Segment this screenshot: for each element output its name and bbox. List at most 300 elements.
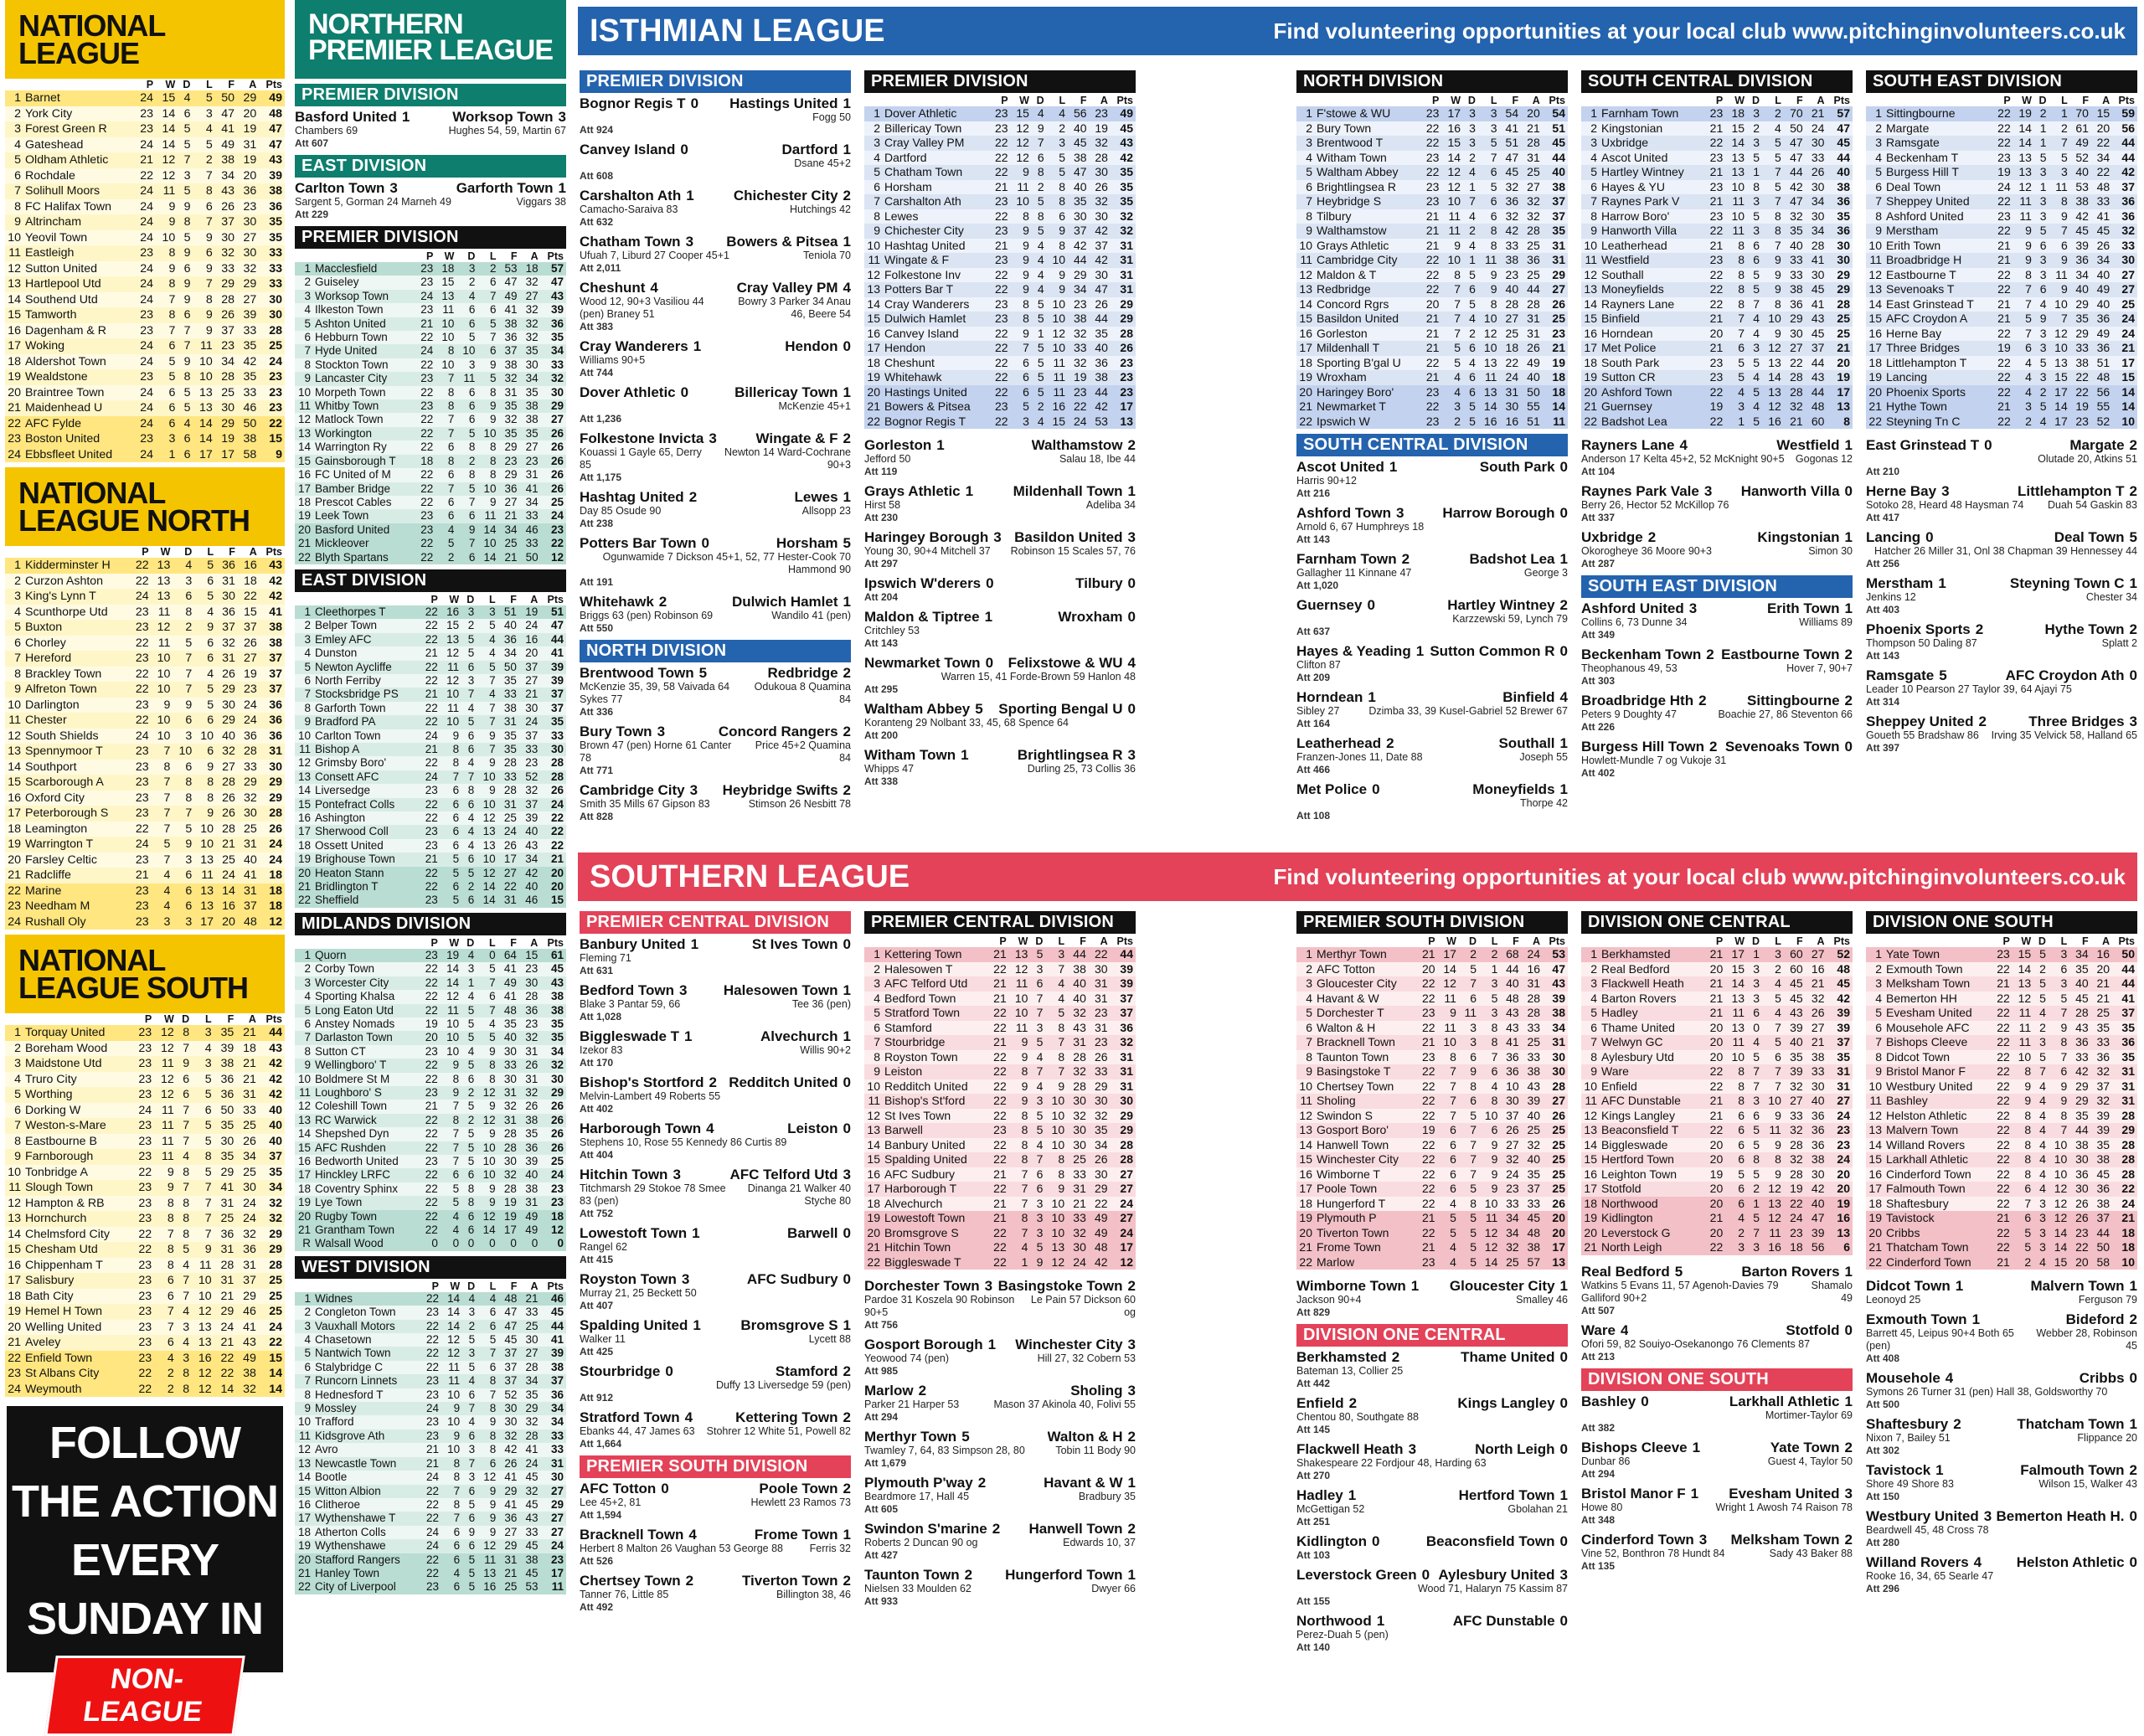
match-result xyxy=(580,1167,851,1220)
points: 47 xyxy=(1552,961,1565,976)
stat-value: 7 xyxy=(489,701,496,714)
attendance: Att 294 xyxy=(1581,1467,1616,1480)
away-side xyxy=(776,1363,851,1379)
away-team: Cray Valley PM xyxy=(736,280,838,296)
stat-value: 7 xyxy=(1454,326,1461,340)
stat-value: 32 xyxy=(1095,1108,1108,1122)
stat-value: 4 xyxy=(468,1374,476,1388)
score-line xyxy=(1296,505,1568,521)
stat-value: 37 xyxy=(243,621,257,634)
position: 3 xyxy=(1306,976,1312,990)
table-row xyxy=(5,605,285,621)
points: 43 xyxy=(269,1041,282,1055)
stat-value: 4 xyxy=(468,1415,476,1429)
table-row xyxy=(5,1165,285,1181)
stat-value: 8 xyxy=(167,1196,174,1210)
team-name: Aylesbury Utd xyxy=(1601,1049,1674,1064)
stat-value: 40 xyxy=(1527,370,1540,384)
column-header: L xyxy=(2060,935,2068,947)
league-table xyxy=(295,1280,566,1594)
stat-value: 4 xyxy=(2039,1123,2046,1136)
away-scorers: Mason 37 Akinola 40, Folivi 55 xyxy=(993,1399,1136,1410)
stat-value: 3 xyxy=(2039,1196,2046,1210)
stat-value: 3 xyxy=(2039,267,2047,281)
position: 17 xyxy=(297,825,311,838)
stat-value: 6 xyxy=(468,1429,476,1442)
stat-value: 1 xyxy=(1753,1196,1760,1210)
stat-value: 27 xyxy=(525,673,539,687)
team-name: Farnborough xyxy=(25,1150,94,1163)
score-line xyxy=(1581,739,1853,755)
column-header: L xyxy=(2061,95,2068,106)
table-row xyxy=(295,1429,566,1443)
attendance: Att 397 xyxy=(1866,742,1900,754)
away-team: Kettering Town xyxy=(735,1409,838,1425)
position: 21 xyxy=(1299,1240,1312,1254)
stat-value: 5 xyxy=(2039,976,2046,990)
stat-value: 14 xyxy=(1731,976,1745,990)
league-table xyxy=(1866,935,2137,1270)
scorers xyxy=(1866,1524,2137,1537)
match-result xyxy=(1581,529,1853,570)
table-row xyxy=(1581,1211,1853,1226)
attendance: Att 1,020 xyxy=(1296,580,1339,591)
position: 6 xyxy=(1306,179,1312,193)
position: 8 xyxy=(874,209,880,223)
column-header: F xyxy=(510,250,518,262)
points: 30 xyxy=(269,308,282,322)
stat-value: 11 xyxy=(162,1150,174,1163)
table-row xyxy=(295,413,566,426)
attendance: Att 442 xyxy=(1296,1378,1331,1389)
position: 24 xyxy=(8,447,21,461)
home-scorers: Theophanous 49, 53 xyxy=(1581,662,1678,674)
points: 37 xyxy=(1552,194,1565,208)
stat-value: 29 xyxy=(222,713,235,727)
stat-value: 49 xyxy=(2096,282,2110,296)
home-team: Flackwell Heath xyxy=(1296,1441,1404,1457)
table-row xyxy=(1581,1197,1853,1212)
stat-value: 9 xyxy=(453,1402,461,1415)
stat-value: 21 xyxy=(140,153,154,167)
stat-value: 16 xyxy=(222,899,235,913)
stat-value: 10 xyxy=(1731,1049,1745,1064)
home-score: 2 xyxy=(1709,739,1718,755)
table-row xyxy=(1296,121,1568,137)
score-line xyxy=(1296,735,1568,751)
team-name: Bognor Regis T xyxy=(884,414,966,428)
home-team: Chertsey Town xyxy=(580,1573,681,1589)
stat-value: 33 xyxy=(1095,1064,1108,1078)
position: 7 xyxy=(304,1374,311,1388)
away-team: Barwell xyxy=(787,1225,838,1241)
position: 5 xyxy=(304,660,311,673)
stat-value: 12 xyxy=(482,1085,496,1099)
stat-value: 37 xyxy=(243,1274,256,1287)
stat-value: 23 xyxy=(1425,106,1440,120)
position: 4 xyxy=(1590,150,1597,164)
table-row xyxy=(1866,224,2137,239)
team-name: Stotfold xyxy=(1601,1182,1642,1195)
home-score: 1 xyxy=(961,747,969,763)
stat-value: 21 xyxy=(1997,238,2011,252)
away-scorers: Wandilo 41 (pen) xyxy=(771,610,851,621)
home-side xyxy=(864,1278,992,1294)
stat-value: 14 xyxy=(198,432,213,446)
home-side xyxy=(1296,1487,1356,1503)
team-name: Haringey Boro' xyxy=(1317,384,1394,399)
promo-line-4: SUNDAY IN xyxy=(26,1594,264,1644)
stat-value: 31 xyxy=(1527,312,1540,325)
stat-value: 7 xyxy=(1021,1225,1028,1239)
points: 20 xyxy=(550,880,564,894)
home-scorers: Anderson 17 Kelta 45+2, 52 McKnight 90+5 xyxy=(1581,453,1785,465)
stat-value: 12 xyxy=(1014,961,1028,976)
home-score: 3 xyxy=(389,180,398,196)
stat-value: 38 xyxy=(1811,1049,1825,1064)
away-team: Three Bridges xyxy=(2028,713,2125,729)
table-row xyxy=(295,1073,566,1086)
team-name: Lye Town xyxy=(315,1196,363,1209)
stat-value: 5 xyxy=(204,1072,212,1086)
away-scorers: McKenzie 45+1 xyxy=(778,400,851,412)
stat-value: 4 xyxy=(1450,1240,1456,1254)
stat-value: 60 xyxy=(1790,961,1803,976)
stat-value: 8 xyxy=(453,1471,461,1484)
stat-value: 12 xyxy=(483,1471,497,1484)
match-result xyxy=(580,724,851,777)
isthmian-volunteer-link[interactable]: Find volunteering opportunities at your local club www.pitchinginvolunteers.co.uk xyxy=(1273,18,2126,44)
stat-value: 48 xyxy=(1811,399,1825,413)
stat-value: 22 xyxy=(420,385,434,399)
stat-value: 11 xyxy=(1484,370,1497,384)
scorers xyxy=(580,111,851,124)
table-row xyxy=(1866,239,2137,254)
stat-value: 22 xyxy=(994,370,1008,384)
home-team: Harborough Town xyxy=(580,1120,702,1136)
stat-value: 9 xyxy=(1021,1079,1028,1093)
points: 44 xyxy=(550,1319,564,1332)
table-row xyxy=(864,1094,1136,1109)
away-team: Yate Town xyxy=(1770,1439,1840,1455)
stat-value: 25 xyxy=(1505,326,1519,340)
stat-value: 22 xyxy=(425,673,438,687)
home-score: 3 xyxy=(673,1167,681,1182)
position: 23 xyxy=(8,432,21,446)
stat-value: 32 xyxy=(1073,1225,1086,1239)
stat-value: 22 xyxy=(138,1227,152,1241)
stat-value: 13 xyxy=(2018,150,2032,164)
home-score: 0 xyxy=(665,1363,673,1379)
team-name: Waltham Abbey xyxy=(1317,165,1399,178)
stat-value: 22 xyxy=(1421,991,1435,1005)
stat-value: 44 xyxy=(1095,384,1108,399)
attendance: Att 103 xyxy=(1296,1549,1331,1561)
stat-value: 30 xyxy=(1095,1094,1108,1107)
stat-value: 27 xyxy=(1811,1020,1825,1034)
stat-value: 8 xyxy=(2025,267,2032,281)
team-name: Hinckley LRFC xyxy=(315,1168,391,1182)
stat-value: 13 xyxy=(441,289,455,302)
table-row xyxy=(295,743,566,756)
stat-value: 5 xyxy=(183,184,191,198)
position: 16 xyxy=(297,1154,311,1167)
home-side xyxy=(1296,1349,1399,1365)
scorers xyxy=(580,998,851,1011)
stat-value: 24 xyxy=(1997,179,2011,193)
position: 13 xyxy=(867,282,880,296)
home-score: 0 xyxy=(1925,529,1934,545)
stat-value: 3 xyxy=(1753,991,1760,1005)
column-header: L xyxy=(1059,95,1066,106)
team-name: Truro City xyxy=(25,1072,77,1086)
score-line xyxy=(580,142,851,157)
stat-value: 8 xyxy=(167,1212,174,1225)
stat-value: 39 xyxy=(220,1041,234,1055)
team-name: Prescot Cables xyxy=(315,495,392,508)
team-name: Warrington T xyxy=(25,837,94,851)
stat-value: 18 xyxy=(441,262,455,275)
points: 24 xyxy=(550,509,564,523)
stat-value: 34 xyxy=(525,853,539,866)
away-team: Hartley Wintney xyxy=(1447,597,1555,613)
stat-value: 3 xyxy=(468,358,476,371)
away-side xyxy=(1730,1532,1853,1548)
home-side xyxy=(1866,1278,1963,1294)
stat-value: 10 xyxy=(198,354,213,368)
score-line xyxy=(864,701,1136,717)
table-row xyxy=(295,276,566,289)
stat-value: 36 xyxy=(1506,1049,1519,1064)
stat-value: 21 xyxy=(1709,341,1724,354)
stat-value: 22 xyxy=(1997,1006,2010,1019)
stat-value: 4 xyxy=(1469,165,1476,178)
stat-value: 23 xyxy=(525,1017,539,1030)
stat-value: 22 xyxy=(1997,1108,2010,1122)
stat-value: 13 xyxy=(482,838,496,852)
score-line xyxy=(1581,437,1853,453)
table-row xyxy=(864,180,1136,195)
stat-value: 22 xyxy=(1997,1020,2010,1034)
away-scorers: Willis 90+2 xyxy=(800,1044,851,1056)
table-row xyxy=(864,385,1136,400)
stat-value: 19 xyxy=(1790,1182,1803,1195)
home-scorers: Beardwell 45, 48 Cross 78 xyxy=(1866,1524,1989,1536)
stat-value: 5 xyxy=(1454,341,1461,354)
position: 3 xyxy=(1306,136,1312,149)
stat-value: 1 xyxy=(2060,106,2068,120)
table-row xyxy=(1296,136,1568,151)
stat-value: 7 xyxy=(163,791,171,805)
position: 22 xyxy=(297,1580,311,1594)
stat-value: 21 xyxy=(2096,976,2110,990)
scorers xyxy=(1581,616,1853,629)
home-score: 5 xyxy=(1674,1263,1683,1280)
stat-value: 22 xyxy=(994,267,1008,281)
stat-value: 28 xyxy=(1073,1079,1086,1093)
table-row xyxy=(864,327,1136,342)
points: 26 xyxy=(1552,1196,1565,1210)
home-score: 4 xyxy=(650,280,658,296)
match-result xyxy=(1866,1416,2137,1457)
stat-value: 33 xyxy=(503,770,517,783)
stat-value: 14 xyxy=(162,106,176,121)
stat-value: 10 xyxy=(1051,1196,1065,1210)
southern-volunteer-link[interactable]: Find volunteering opportunities at your local club www.pitchinginvolunteers.co.uk xyxy=(1273,863,2126,889)
stat-value: 58 xyxy=(2096,1254,2110,1269)
stat-value: 13 xyxy=(1731,165,1745,178)
team-name: Sheffield xyxy=(315,894,359,907)
stat-value: 30 xyxy=(2075,1182,2089,1195)
stat-value: 32 xyxy=(222,744,235,758)
stat-value: 10 xyxy=(447,1388,461,1401)
stat-value: 12 xyxy=(1016,150,1029,164)
table-row xyxy=(1296,209,1568,224)
stat-value: 9 xyxy=(489,1127,496,1141)
stat-value: 22 xyxy=(1425,355,1440,369)
match-result xyxy=(580,982,851,1023)
stat-value: 9 xyxy=(468,523,476,536)
team-name: Morpeth Town xyxy=(315,385,386,399)
stat-value: 5 xyxy=(1037,312,1044,325)
attendance: Att 338 xyxy=(864,775,899,787)
stat-value: 46 xyxy=(243,1305,256,1318)
home-team: Stratford Town xyxy=(580,1409,680,1425)
stat-value: 39 xyxy=(2096,1123,2110,1136)
stat-value: 23 xyxy=(1709,209,1724,223)
stat-value: 5 xyxy=(1738,355,1745,369)
stat-value: 35 xyxy=(220,1026,234,1039)
stat-value: 11 xyxy=(1464,1006,1477,1019)
away-side xyxy=(1729,1486,1853,1502)
stat-value: 33 xyxy=(221,261,234,276)
table-row xyxy=(5,1366,285,1382)
away-side xyxy=(2028,713,2137,729)
stat-value: 9 xyxy=(1775,1137,1781,1151)
team-name: Ebbsfleet United xyxy=(25,447,113,461)
table-row xyxy=(295,1402,566,1415)
stat-value: 7 xyxy=(467,688,475,701)
position: 18 xyxy=(1868,1196,1882,1210)
stat-value: 7 xyxy=(447,413,455,426)
team-name: Harrow Boro' xyxy=(1601,209,1670,223)
attendance: Att 140 xyxy=(1296,1641,1331,1653)
table-row xyxy=(1296,312,1568,327)
stat-value: 3 xyxy=(1753,341,1760,354)
stat-value: 8 xyxy=(1490,224,1497,237)
stat-value: 7 xyxy=(2060,1049,2068,1064)
stat-value: 2 xyxy=(467,880,475,894)
team-name: Havant & W xyxy=(1317,991,1379,1005)
stat-value: 41 xyxy=(503,962,517,976)
stat-value: 25 xyxy=(1527,1123,1541,1136)
table-row xyxy=(864,253,1136,268)
team-name: AFC Croydon A xyxy=(1886,312,1968,325)
column-header: Pts xyxy=(547,936,564,949)
stat-value: 29 xyxy=(2075,1094,2089,1107)
table-row xyxy=(1581,1138,1853,1153)
table-row xyxy=(1581,341,1853,356)
stat-value: 34 xyxy=(1506,1211,1519,1224)
stat-value: 43 xyxy=(525,1512,539,1525)
home-score: 3 xyxy=(685,234,694,250)
stat-value: 24 xyxy=(140,91,154,105)
stat-value: 20 xyxy=(2096,961,2110,976)
stat-value: 22 xyxy=(1997,326,2011,340)
stat-value: 32 xyxy=(1811,991,1825,1005)
away-score: 0 xyxy=(1844,739,1853,755)
home-side xyxy=(1296,1441,1416,1457)
points: 15 xyxy=(2121,370,2135,384)
away-scorers: Chester 34 xyxy=(2085,591,2137,603)
stat-value: 21 xyxy=(222,837,235,851)
away-team: Chichester City xyxy=(733,188,838,203)
column-header: Pts xyxy=(2118,935,2135,947)
isthmian-premier-results xyxy=(580,95,851,635)
stat-value: 21 xyxy=(425,853,438,866)
stat-value: 25 xyxy=(1527,1035,1541,1048)
stat-value: 11 xyxy=(162,184,176,198)
stat-value: 24 xyxy=(222,868,235,882)
stat-value: 5 xyxy=(468,1497,476,1511)
team-name: Barton Rovers xyxy=(1601,991,1677,1005)
match-result xyxy=(1581,1440,1853,1481)
stat-value: 38 xyxy=(2075,194,2089,208)
stat-value: 7 xyxy=(2060,312,2068,325)
points: 45 xyxy=(1120,121,1133,135)
stat-value: 5 xyxy=(1470,1254,1477,1269)
stat-value: 36 xyxy=(1811,1108,1825,1122)
points: 48 xyxy=(269,106,282,121)
table-row xyxy=(864,209,1136,224)
table-row xyxy=(295,1498,566,1512)
stat-value: 4 xyxy=(1037,106,1044,120)
stat-value: 23 xyxy=(1709,150,1724,164)
table-row xyxy=(5,245,285,261)
team-name: Bootle xyxy=(315,1471,348,1484)
match-result xyxy=(864,747,1136,788)
home-team: Broadbridge Hth xyxy=(1581,693,1694,708)
stat-value: 23 xyxy=(420,523,434,536)
scorers xyxy=(1866,1478,2137,1491)
stat-value: 3 xyxy=(1469,106,1476,120)
table-row xyxy=(1296,106,1568,121)
away-team: Sholing xyxy=(1070,1383,1123,1399)
stat-value: 12 xyxy=(1016,136,1029,149)
stat-value: 5 xyxy=(467,1141,475,1154)
away-score: 2 xyxy=(843,188,851,203)
scorers xyxy=(1581,1409,1853,1422)
home-score: 0 xyxy=(680,142,688,157)
points: 28 xyxy=(269,1258,282,1272)
away-team: Wingate & F xyxy=(755,430,838,446)
points: 14 xyxy=(269,1367,282,1380)
points: 27 xyxy=(1552,282,1565,296)
stat-value: 7 xyxy=(204,1227,212,1241)
stat-value: 7 xyxy=(1454,296,1461,311)
stat-value: 24 xyxy=(503,825,517,838)
table-row xyxy=(1866,1226,2137,1241)
position: 8 xyxy=(304,358,311,371)
southern-d1c-table-head: DIVISION ONE CENTRAL xyxy=(1581,911,1853,934)
away-scorers: Karzzewski 59, Lynch 79 xyxy=(1452,613,1568,625)
points: 50 xyxy=(2121,947,2135,961)
team-name: Hornchurch xyxy=(25,1212,87,1225)
away-team: Basingstoke Town xyxy=(997,1278,1123,1294)
stat-value: 11 xyxy=(484,509,497,523)
stat-value: 33 xyxy=(1527,1049,1541,1064)
away-team: Havant & W xyxy=(1044,1475,1123,1491)
